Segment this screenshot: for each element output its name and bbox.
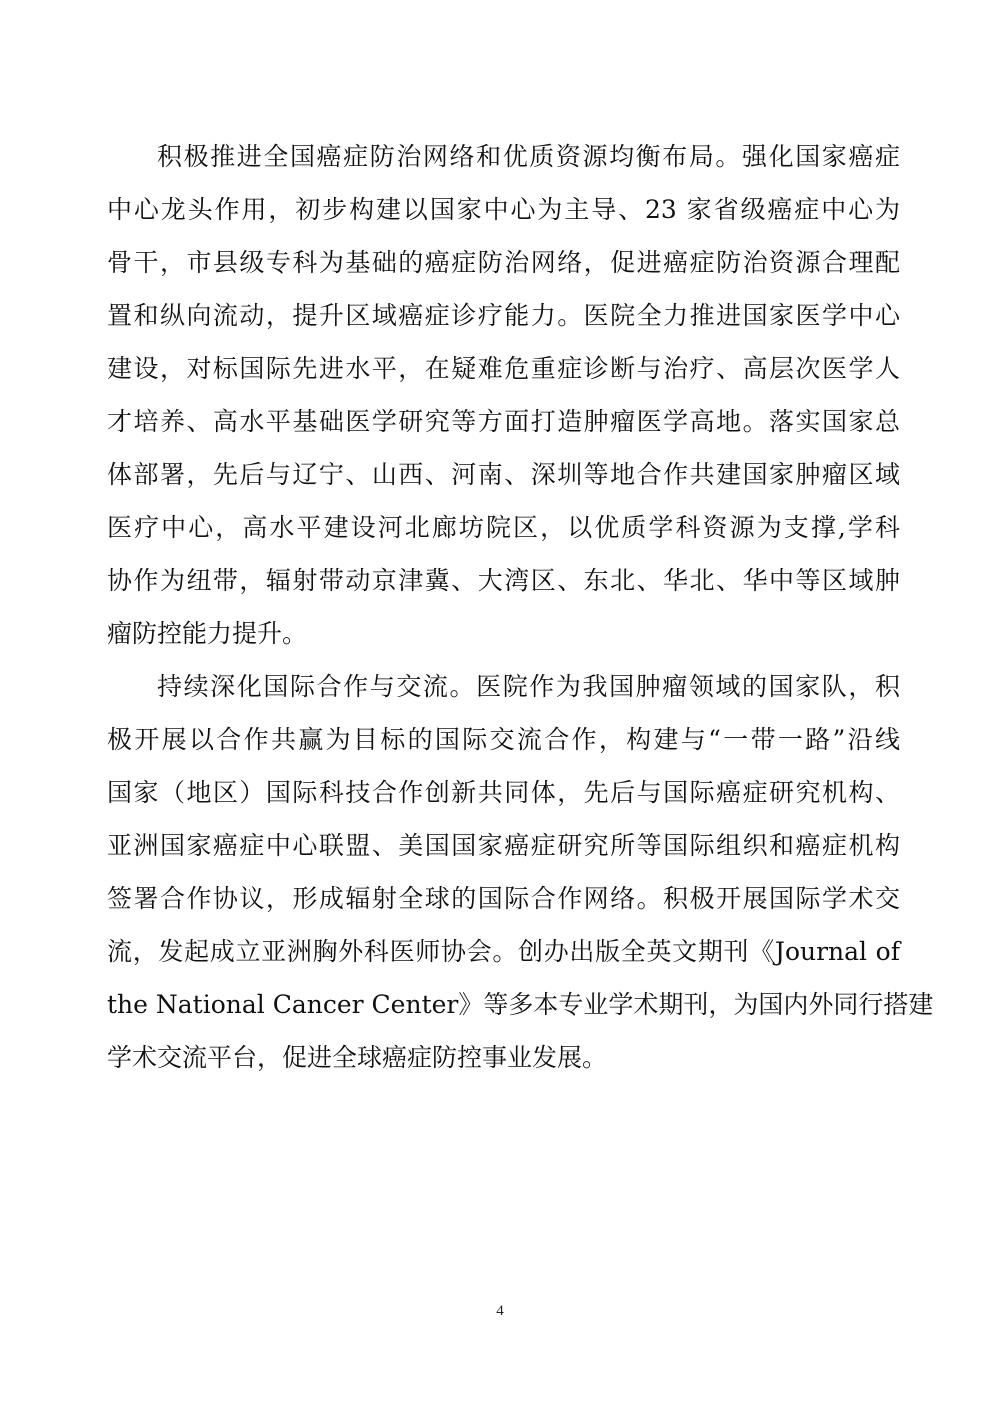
paragraph-international-cooperation — [107, 660, 934, 1084]
text-line: 积极推进全国癌症防治网络和优质资源均衡布局。强化国家癌症 — [157, 142, 900, 171]
text-line: 中心龙头作用，初步构建以国家中心为主导、23 家省级癌症中心为 — [107, 195, 900, 224]
text-line: 骨干，市县级专科为基础的癌症防治网络，促进癌症防治资源合理配 — [107, 248, 900, 277]
paragraph-cancer-network — [107, 130, 900, 660]
document-body — [107, 130, 934, 1084]
text-line: 国家（地区）国际科技合作创新共同体，先后与国际癌症研究机构、 — [107, 778, 900, 807]
text-line: 建设，对标国际先进水平，在疑难危重症诊断与治疗、高层次医学人 — [107, 354, 900, 383]
page-number: 4 — [496, 1303, 504, 1319]
text-line: 流，发起成立亚洲胸外科医师协会。创办出版全英文期刊《Journal of — [107, 937, 900, 966]
text-line: 瘤防控能力提升。 — [107, 619, 308, 648]
text-line: 才培养、高水平基础医学研究等方面打造肿瘤医学高地。落实国家总 — [107, 407, 900, 436]
text-line: 持续深化国际合作与交流。医院作为我国肿瘤领域的国家队，积 — [157, 672, 900, 701]
text-line: 亚洲国家癌症中心联盟、美国国家癌症研究所等国际组织和癌症机构 — [107, 831, 900, 860]
text-line: 医疗中心，高水平建设河北廊坊院区，以优质学科资源为支撑,学科 — [107, 513, 900, 542]
text-line: 极开展以合作共赢为目标的国际交流合作，构建与“一带一路”沿线 — [107, 725, 900, 754]
text-line: 置和纵向流动，提升区域癌症诊疗能力。医院全力推进国家医学中心 — [107, 301, 900, 330]
text-line: 签署合作协议，形成辐射全球的国际合作网络。积极开展国际学术交 — [107, 884, 900, 913]
text-line: 体部署，先后与辽宁、山西、河南、深圳等地合作共建国家肿瘤区域 — [107, 460, 900, 489]
text-line: 协作为纽带，辐射带动京津冀、大湾区、东北、华北、华中等区域肿 — [107, 566, 900, 595]
text-line: the National Cancer Center》等多本专业学术期刊，为国内外同行搭建 — [107, 990, 934, 1019]
text-line: 学术交流平台，促进全球癌症防控事业发展。 — [107, 1043, 608, 1072]
